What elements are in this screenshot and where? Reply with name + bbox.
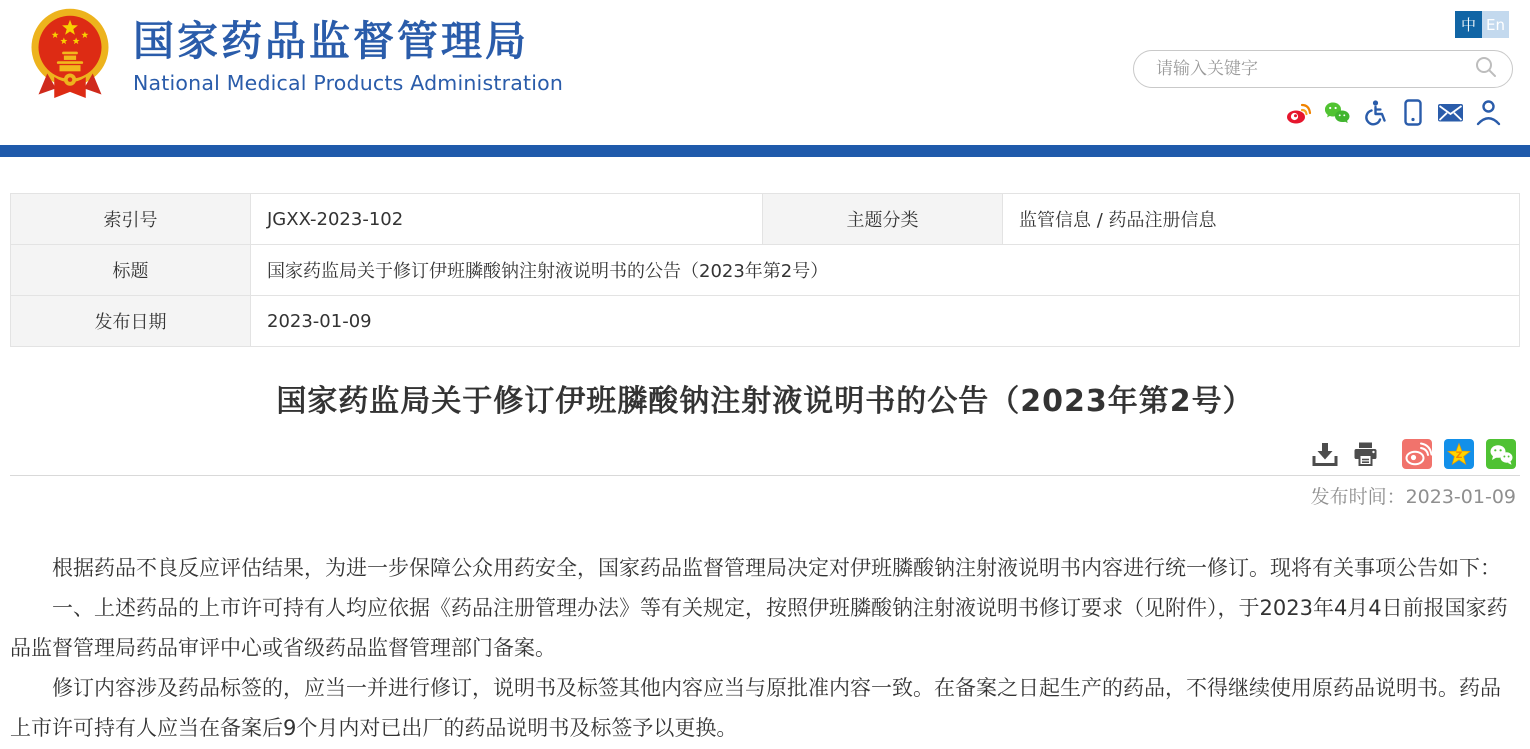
topic-category-value: 监管信息 / 药品注册信息	[1003, 194, 1520, 245]
topic-category-label: 主题分类	[763, 194, 1003, 245]
header-divider-bar	[0, 145, 1530, 157]
index-number-value: JGXX-2023-102	[251, 194, 763, 245]
page-title: 国家药监局关于修订伊班膦酸钠注射液说明书的公告（2023年第2号）	[276, 384, 1254, 419]
user-icon[interactable]	[1475, 99, 1502, 126]
download-icon[interactable]	[1311, 441, 1339, 468]
article-paragraph: 根据药品不良反应评估结果，为进一步保障公众用药安全，国家药品监督管理局决定对伊班膦酸钠注射液说明书内容进行统一修订。现将有关事项公告如下：	[52, 556, 1501, 580]
toolbar-divider	[10, 475, 1520, 476]
svg-text:Z: Z	[1455, 451, 1463, 461]
article-body	[10, 548, 1520, 748]
table-row	[11, 194, 1520, 245]
qzone-share-icon[interactable]	[1444, 439, 1474, 469]
publish-date-label: 发布日期	[11, 296, 251, 347]
wechat-icon[interactable]	[1323, 99, 1350, 126]
lang-english-button[interactable]: En	[1482, 11, 1509, 38]
mail-icon[interactable]	[1437, 99, 1464, 126]
site-title-zh: 国家药品监督管理局	[133, 17, 529, 65]
publish-time-label: 发布时间：	[1310, 486, 1406, 508]
article-toolbar	[10, 439, 1520, 469]
search-input[interactable]	[1156, 59, 1474, 79]
weibo-share-icon[interactable]	[1402, 439, 1432, 469]
index-number-label: 索引号	[11, 194, 251, 245]
article-paragraph: 修订内容涉及药品标签的，应当一并进行修订，说明书及标签其他内容应当与原批准内容一致。在备案之日起生产的药品，不得继续使用原药品说明书。药品上市许可持有人应当在备案后9个月内对已出厂的药品说明书及标签予以更换。	[10, 676, 1501, 740]
national-emblem-logo[interactable]	[26, 7, 114, 105]
wechat-share-icon[interactable]	[1486, 439, 1516, 469]
weibo-icon[interactable]	[1285, 99, 1312, 126]
site-branding	[133, 16, 563, 95]
site-header	[0, 0, 1530, 145]
search-icon[interactable]	[1474, 55, 1498, 83]
china-national-emblem-icon	[26, 7, 114, 105]
document-info-table	[10, 193, 1520, 347]
title-label: 标题	[11, 245, 251, 296]
title-value: 国家药监局关于修订伊班膦酸钠注射液说明书的公告（2023年第2号）	[251, 245, 1520, 296]
table-row	[11, 296, 1520, 347]
print-icon[interactable]	[1351, 441, 1380, 468]
publish-time-value: 2023-01-09	[1405, 486, 1516, 508]
header-quick-links	[1285, 99, 1502, 126]
mobile-icon[interactable]	[1399, 99, 1426, 126]
publish-date-value: 2023-01-09	[251, 296, 1520, 347]
table-row	[11, 245, 1520, 296]
search-box	[1133, 50, 1513, 88]
publish-time	[10, 486, 1520, 508]
main-content	[0, 193, 1530, 748]
site-title-en: National Medical Products Administration	[133, 71, 564, 95]
language-switch	[1455, 11, 1509, 38]
accessibility-icon[interactable]	[1361, 99, 1388, 126]
lang-chinese-button[interactable]: 中	[1455, 11, 1482, 38]
article-paragraph: 一、上述药品的上市许可持有人均应依据《药品注册管理办法》等有关规定，按照伊班膦酸钠注射液说明书修订要求（见附件），于2023年4月4日前报国家药品监督管理局药品审评中心或省级药品监督管理部门备案。	[10, 596, 1508, 660]
